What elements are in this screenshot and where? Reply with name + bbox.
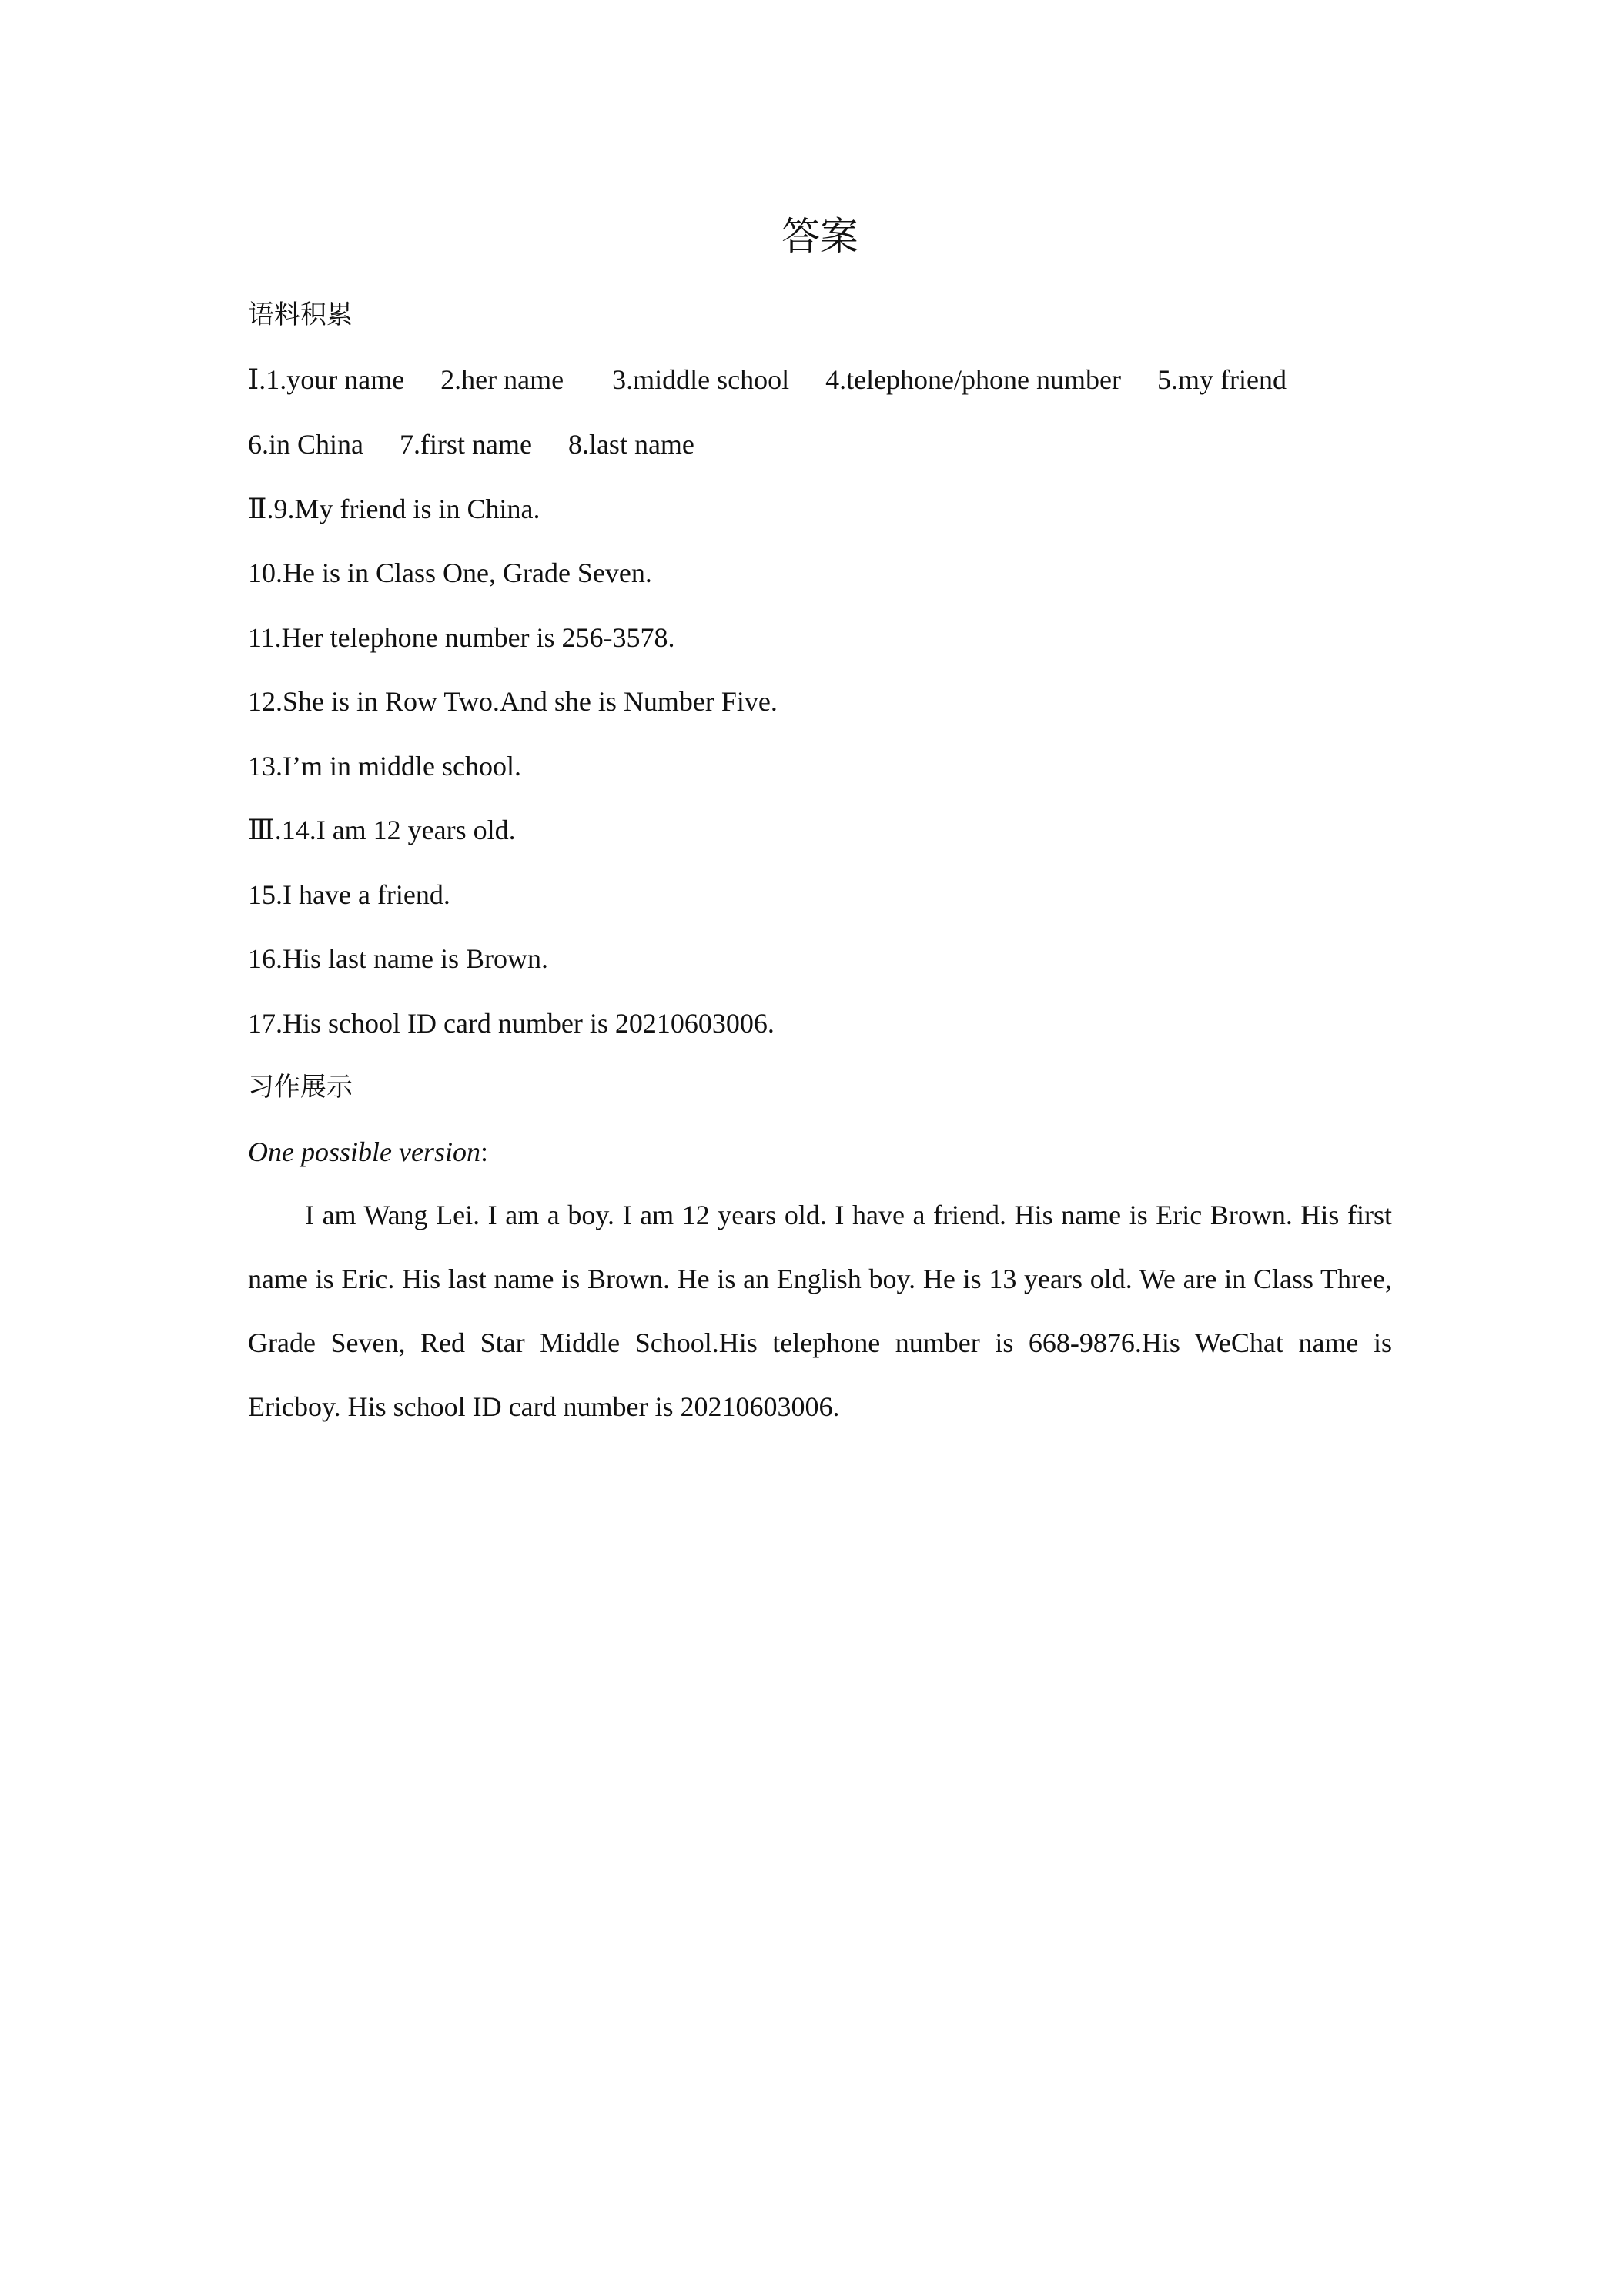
answer-line-14: Ⅲ.14.I am 12 years old. xyxy=(248,815,516,845)
answer-line-11: 11.Her telephone number is 256-3578. xyxy=(248,622,675,653)
version-label-colon: : xyxy=(480,1136,488,1167)
version-label-text: One possible version xyxy=(248,1136,480,1167)
page-title: 答案 xyxy=(781,214,858,259)
answer-item-8: 8.last name xyxy=(567,429,694,460)
section-heading-writing: 习作展示 xyxy=(248,1072,353,1103)
version-label xyxy=(248,1133,1392,1171)
answer-line-13: 13.I’m in middle school. xyxy=(248,751,521,782)
answer-line-15: 15.I have a friend. xyxy=(248,879,450,910)
answer-line-part1-row1 xyxy=(248,360,1392,399)
answer-item-1: Ⅰ.1.your name xyxy=(248,364,405,395)
answer-line-part1-row2 xyxy=(248,425,1392,464)
answer-item-5: 5.my friend xyxy=(1156,364,1287,395)
section-heading-corpus: 语料积累 xyxy=(248,300,353,330)
answer-line-17: 17.His school ID card number is 20210603006. xyxy=(248,1008,775,1039)
answer-line-16: 16.His last name is Brown. xyxy=(248,943,548,974)
answer-item-4: 4.telephone/phone number xyxy=(825,364,1121,395)
answer-item-7: 7.first name xyxy=(400,429,532,460)
answer-line-9: Ⅱ.9.My friend is in China. xyxy=(248,494,540,524)
answer-item-3: 3.middle school xyxy=(612,364,790,395)
answer-line-10: 10.He is in Class One, Grade Seven. xyxy=(248,557,652,588)
answer-item-6: 6.in China xyxy=(248,429,363,460)
essay-paragraph: I am Wang Lei. I am a boy. I am 12 years old. I have a friend. His name is Eric Brown. His first name is Eric. His last name is Brown. He is an English boy. He is 13 years old. We are in Class Three, Grade Seven, Red Star Middle School.His telephone number is 668-9876.His WeChat name is Ericboy. His school ID card number is 20210603006. xyxy=(248,1200,1392,1422)
answer-item-2: 2.her name xyxy=(440,364,564,395)
answer-line-12: 12.She is in Row Two.And she is Number Five. xyxy=(248,686,778,717)
